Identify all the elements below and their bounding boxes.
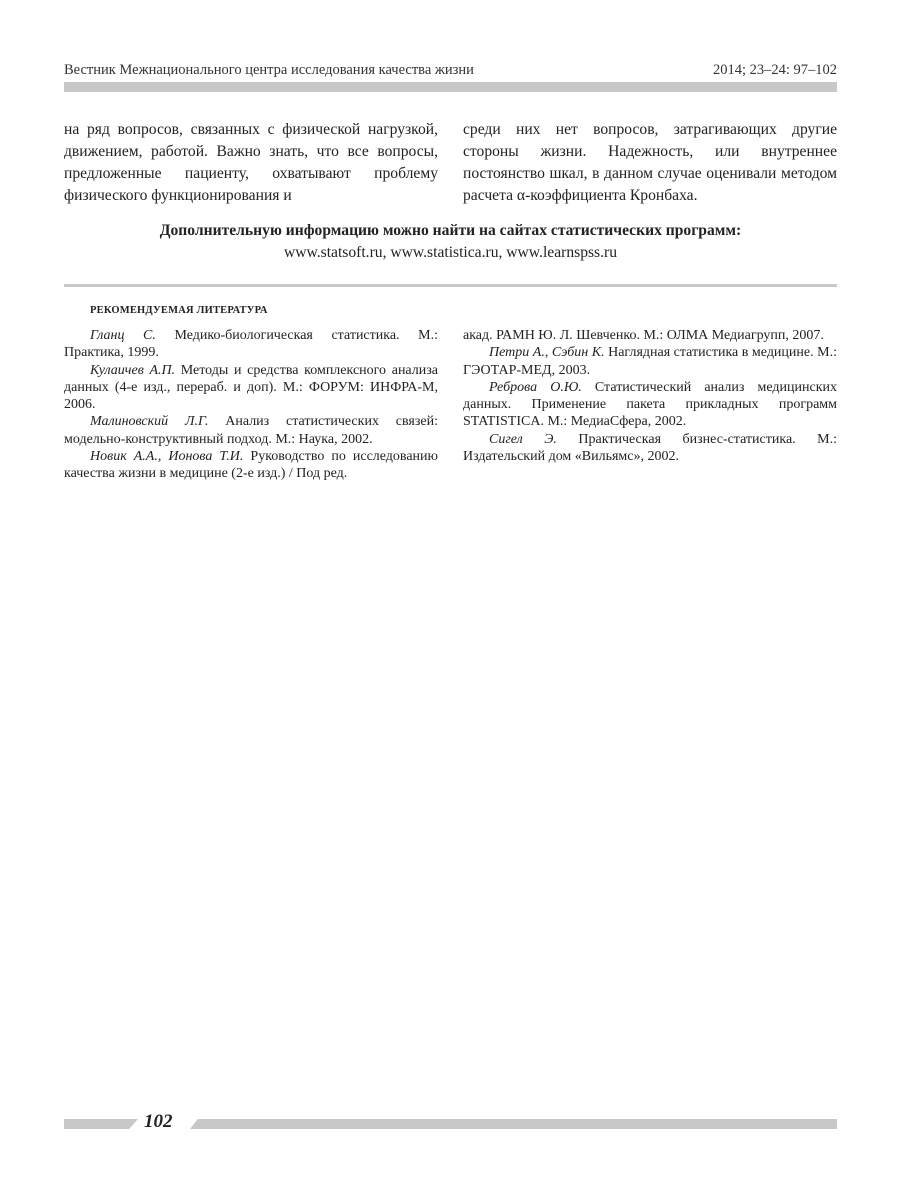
body-columns — [64, 119, 837, 207]
journal-title: Вестник Межнационального центра исследования качества жизни — [64, 62, 474, 78]
body-paragraph-right: среди них нет вопросов, затрагивающих другие стороны жизни. Надежность, или внутреннее постоянство шкал, в данном случае оценивали методом расчета α-коэффициента Кронбаха. — [463, 121, 837, 204]
reference-author: Малиновский Л.Г. — [90, 414, 209, 430]
info-links: www.statsoft.ru, www.statistica.ru, www.learnspss.ru — [283, 244, 618, 261]
reference-text: Наглядная статистика в медицине. М.: ГЭОТАР-МЕД, 2003. — [463, 345, 837, 378]
reference-author: Реброва О.Ю. — [489, 379, 582, 395]
body-paragraph-left: на ряд вопросов, связанных с физической нагрузкой, движением, работой. Важно знать, что все вопросы, предложенные пациенту, охватывают проблему физического функционирования и — [64, 121, 438, 204]
reference-item — [463, 379, 837, 431]
reference-author: Кулаичев А.П. — [90, 362, 176, 378]
reference-item — [463, 344, 837, 379]
reference-item — [64, 362, 438, 414]
page-number: 102 — [144, 1111, 173, 1132]
info-title: Дополнительную информацию можно найти на сайтах статистических программ: — [159, 222, 742, 239]
reference-text: Руководство по исследованию качества жизни в медицине (2-е изд.) / Под ред. — [64, 449, 438, 482]
references-column-right — [463, 327, 837, 483]
reference-author: Новик А.А., Ионова Т.И. — [90, 449, 244, 465]
footer-bar-left — [64, 1119, 138, 1129]
references-heading: РЕКОМЕНДУЕМАЯ ЛИТЕРАТУРА — [90, 305, 268, 316]
body-column-right — [463, 119, 837, 207]
issue-info: 2014; 23–24: 97–102 — [712, 62, 837, 78]
reference-author: Петри А., Сэбин К. — [489, 345, 605, 361]
body-column-left — [64, 119, 438, 207]
reference-text: Практическая бизнес-статистика. М.: Издательский дом «Вильямс», 2002. — [463, 431, 837, 465]
header-rule — [64, 82, 837, 92]
reference-item — [64, 413, 438, 448]
reference-text: Медико-биологическая статистика. М.: Практика, 1999. — [64, 328, 438, 361]
reference-item — [64, 327, 438, 362]
reference-text: Статистический анализ медицинских данных. Применение пакета прикладных программ STATISTICA. М.: МедиаСфера, 2002. — [463, 379, 837, 430]
reference-author: Гланц С. — [90, 328, 156, 343]
reference-text: Анализ статистических связей: модельно-конструктивный подход. М.: Наука, 2002. — [64, 414, 438, 447]
section-divider — [64, 284, 837, 287]
footer-bar-right — [190, 1119, 837, 1129]
running-header — [64, 62, 837, 79]
reference-text: Методы и средства комплексного анализа данных (4-е изд., перераб. и доп). М.: ФОРУМ: ИНФРА-М, 2006. — [64, 362, 438, 413]
reference-item — [463, 431, 837, 466]
reference-author: Сигел Э. — [489, 431, 557, 447]
info-block — [64, 220, 837, 264]
reference-continuation: акад. РАМН Ю. Л. Шевченко. М.: ОЛМА Медиагрупп, 2007. — [463, 328, 824, 343]
reference-item — [64, 448, 438, 483]
references-list — [64, 327, 837, 483]
references-column-left — [64, 327, 438, 483]
